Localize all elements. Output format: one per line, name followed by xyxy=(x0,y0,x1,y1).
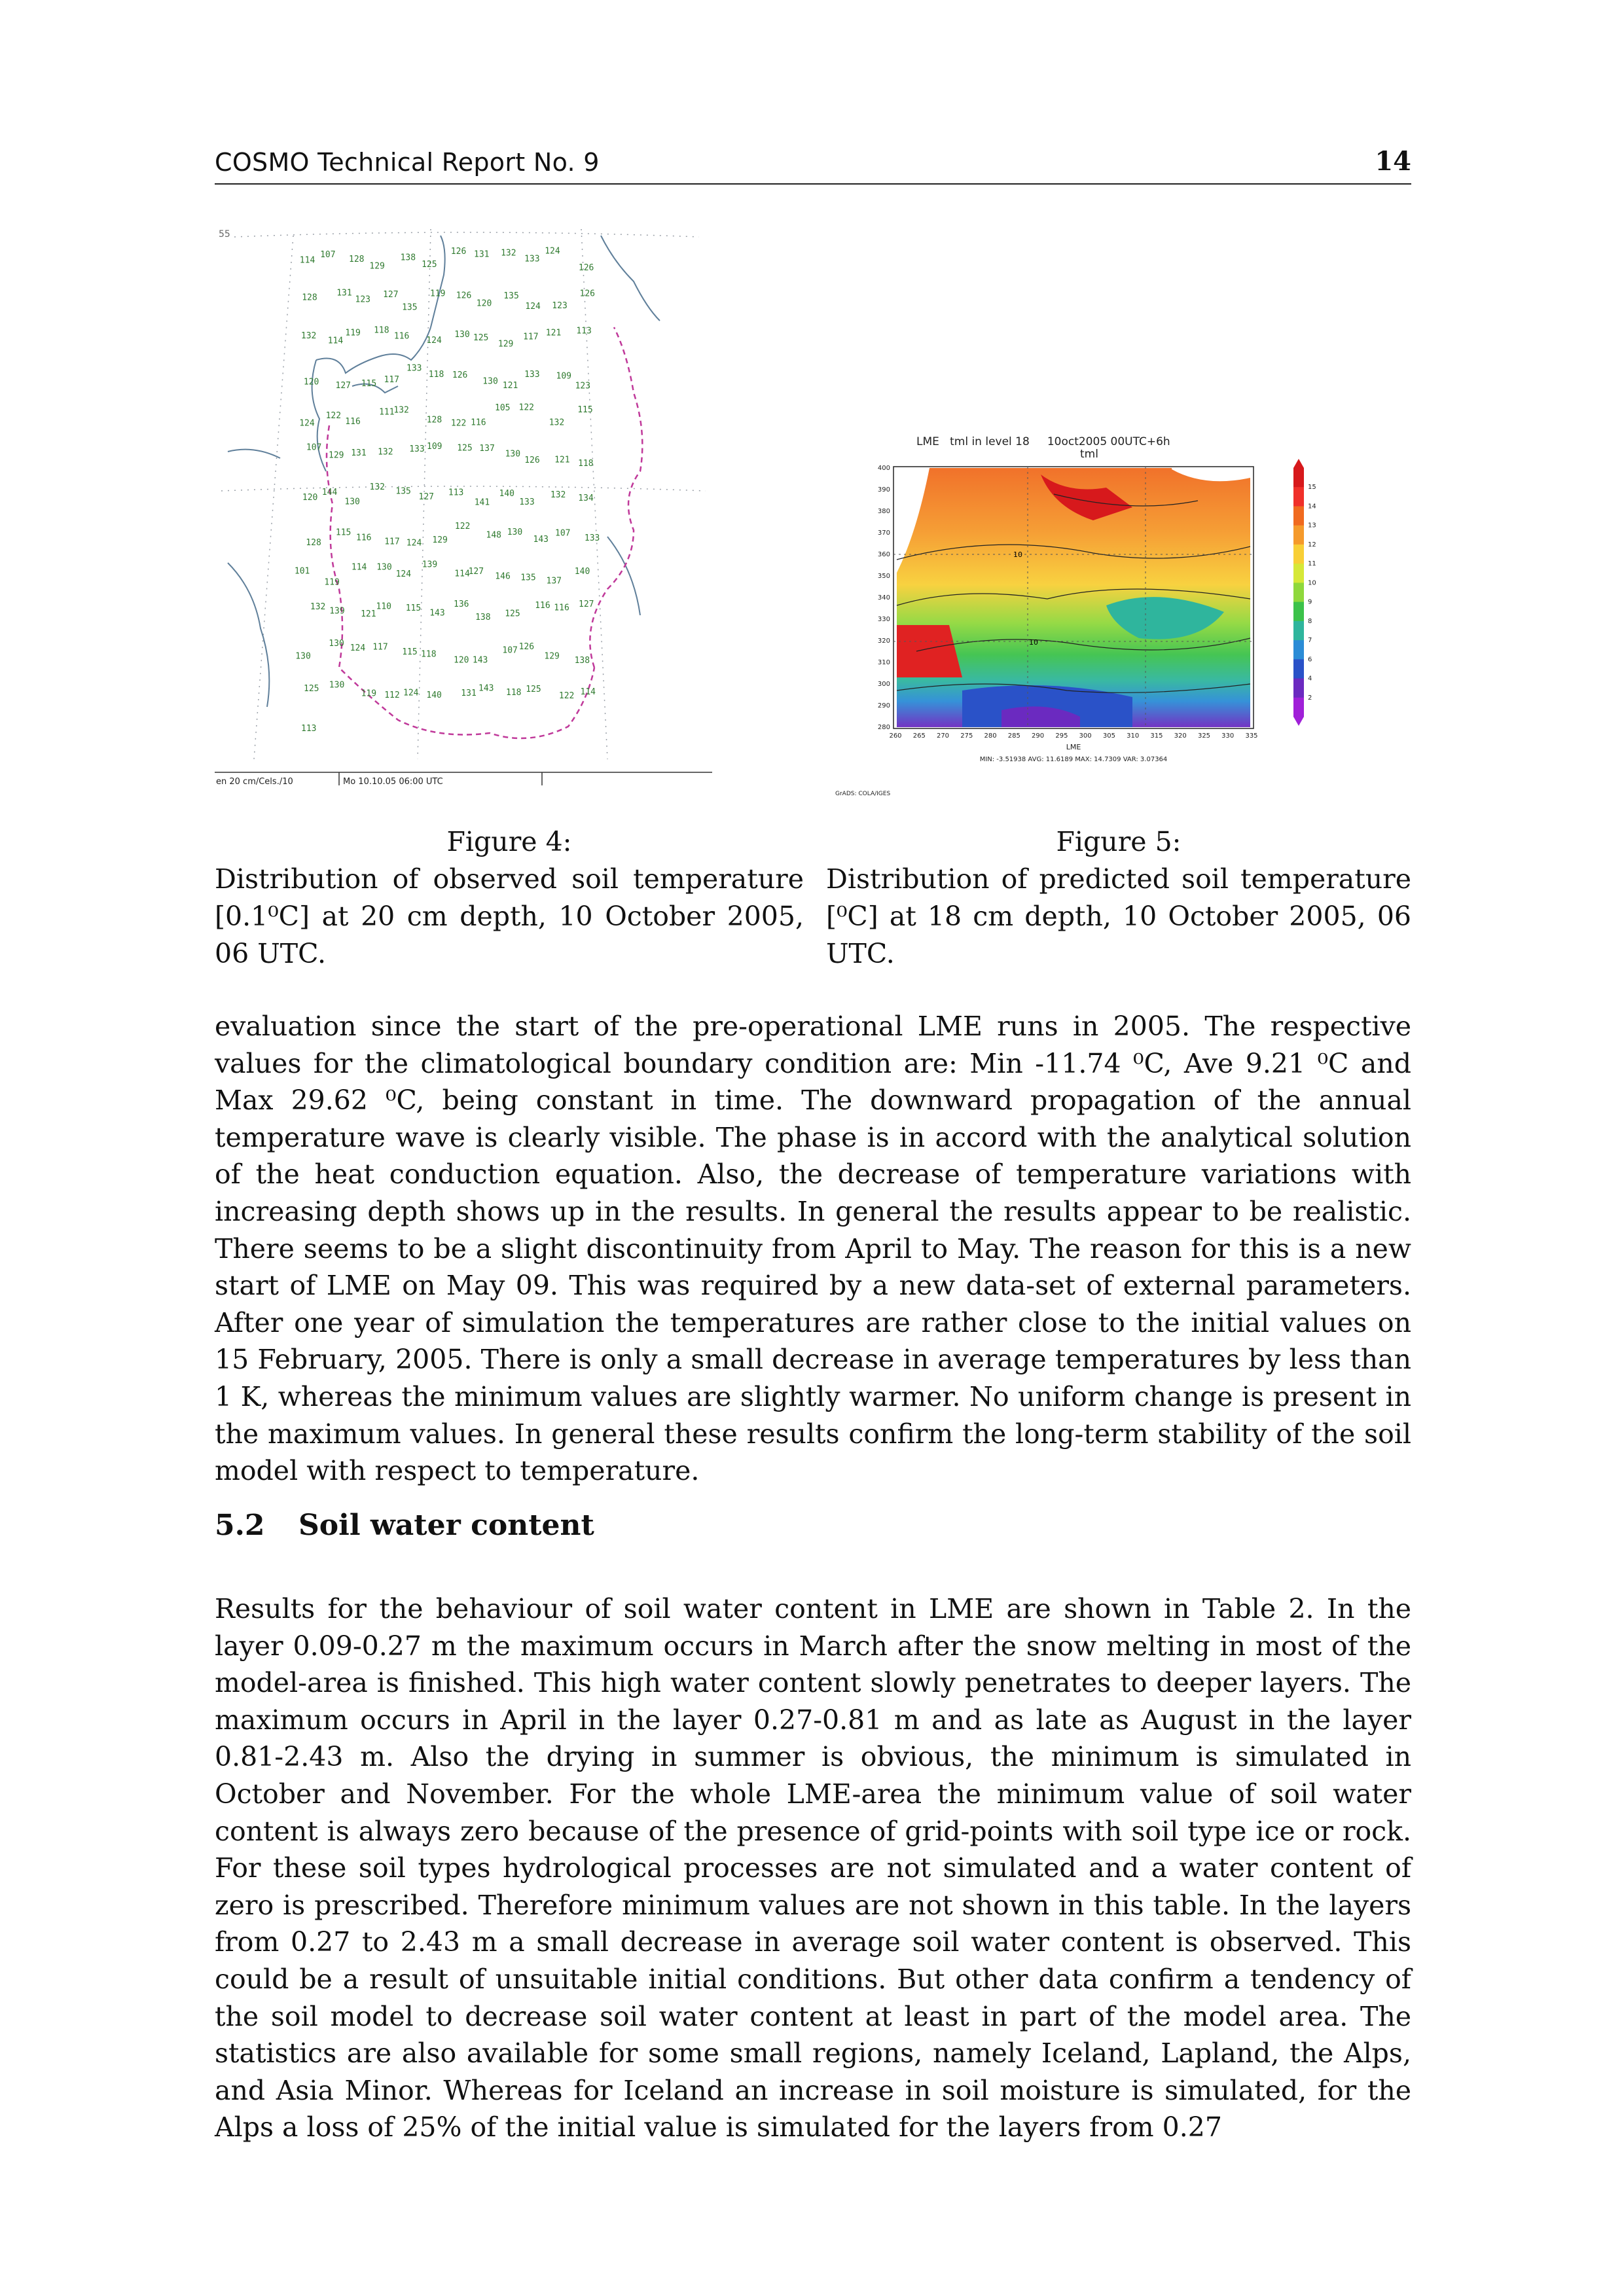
station-value: 132 xyxy=(378,447,393,457)
colorbar-swatch xyxy=(1293,659,1304,679)
figure-5-model-plot xyxy=(831,429,1348,802)
station-value: 132 xyxy=(369,482,385,492)
station-value: 128 xyxy=(306,538,321,548)
colorbar-label: 14 xyxy=(1308,503,1316,511)
figure-4-caption xyxy=(215,823,804,973)
stats-line: MIN: -3.51938 AVG: 11.6189 MAX: 14.7309 VAR: 3.07364 xyxy=(979,756,1168,763)
station-value: 115 xyxy=(402,647,418,657)
station-value: 130 xyxy=(295,651,311,662)
station-value: 131 xyxy=(351,448,367,458)
figure-4-label: Figure 4: xyxy=(446,826,572,857)
colorbar-label: 15 xyxy=(1308,484,1316,492)
station-value: 138 xyxy=(475,612,491,622)
station-value: 137 xyxy=(479,444,495,454)
station-value: 118 xyxy=(421,649,437,660)
colorbar-swatch xyxy=(1293,640,1304,660)
station-value: 118 xyxy=(374,325,389,336)
station-value: 119 xyxy=(430,289,446,299)
station-value: 120 xyxy=(303,377,319,387)
station-value: 133 xyxy=(409,444,425,454)
figure-5-caption xyxy=(826,823,1411,973)
colorbar-label: 12 xyxy=(1308,541,1316,548)
x-tick-label: 325 xyxy=(1197,732,1211,740)
station-value: 132 xyxy=(310,602,326,612)
station-value: 140 xyxy=(499,488,514,499)
station-value: 117 xyxy=(372,642,388,653)
station-value: 115 xyxy=(577,405,593,416)
station-value: 125 xyxy=(422,259,437,270)
y-tick-label: 380 xyxy=(877,508,890,515)
station-value: 126 xyxy=(452,370,468,380)
station-value: 128 xyxy=(302,293,317,303)
x-tick-label: 260 xyxy=(889,732,902,740)
colorbar-label: 13 xyxy=(1308,522,1316,529)
plot-title: LME tml in level 18 10oct2005 00UTC+6h xyxy=(916,435,1170,448)
station-value: 109 xyxy=(427,442,442,452)
section-number: 5.2 xyxy=(215,1509,265,1542)
x-tick-label: 295 xyxy=(1055,732,1068,740)
station-value: 136 xyxy=(454,599,469,609)
station-value: 105 xyxy=(495,403,511,413)
station-value: 124 xyxy=(525,301,541,312)
station-value: 126 xyxy=(524,456,540,466)
station-value: 123 xyxy=(575,381,591,391)
station-value: 113 xyxy=(576,326,592,336)
colorbar-swatch xyxy=(1293,507,1304,526)
colorbar-swatch xyxy=(1293,583,1304,602)
station-value: 123 xyxy=(355,295,370,305)
station-value: 107 xyxy=(502,645,518,656)
y-tick-label: 290 xyxy=(877,702,890,709)
station-value: 128 xyxy=(426,415,442,425)
station-value: 115 xyxy=(335,528,352,538)
section-title: Soil water content xyxy=(298,1509,594,1542)
station-value: 116 xyxy=(471,418,486,428)
y-tick-label: 300 xyxy=(877,681,890,688)
colorbar-swatch xyxy=(1293,679,1304,698)
station-value: 113 xyxy=(301,723,317,734)
station-value: 117 xyxy=(384,374,399,385)
station-value: 127 xyxy=(383,289,399,300)
station-value: 115 xyxy=(405,603,422,613)
station-value: 121 xyxy=(361,609,376,619)
station-value: 107 xyxy=(555,528,571,539)
x-tick-label: 270 xyxy=(936,732,950,740)
x-tick-label: 280 xyxy=(984,732,997,740)
station-value: 143 xyxy=(478,683,494,694)
station-value: 131 xyxy=(461,689,477,699)
station-value: 118 xyxy=(578,459,594,469)
colorbar-swatch xyxy=(1293,602,1304,622)
station-value: 121 xyxy=(545,328,562,338)
station-value: 124 xyxy=(395,569,412,579)
station-value: 124 xyxy=(406,538,422,548)
station-value: 139 xyxy=(329,606,345,617)
station-value: 125 xyxy=(457,443,473,454)
station-value: 127 xyxy=(579,599,594,609)
station-value: 126 xyxy=(450,247,467,257)
station-value: 127 xyxy=(418,492,434,502)
station-value: 135 xyxy=(503,291,519,301)
station-value: 122 xyxy=(325,411,342,422)
section-heading xyxy=(215,1509,594,1542)
colorbar-label: 8 xyxy=(1308,617,1312,625)
station-value: 146 xyxy=(495,571,511,582)
figure-4-caption-text: Distribution of observed soil temperature [0.1⁰C] at 20 cm depth, 10 October 2005, 06 UTC. xyxy=(215,863,804,969)
station-value: 143 xyxy=(533,534,549,545)
x-tick-label: 290 xyxy=(1032,732,1045,740)
y-tick-label: 320 xyxy=(877,637,890,645)
station-value: 132 xyxy=(300,331,317,342)
station-value: 131 xyxy=(336,288,352,298)
station-value: 130 xyxy=(344,497,360,507)
station-value: 116 xyxy=(393,331,410,342)
station-value: 114 xyxy=(351,562,367,573)
station-value: 135 xyxy=(520,573,536,583)
station-value: 127 xyxy=(335,381,351,391)
station-value: 115 xyxy=(361,379,377,389)
station-value: 133 xyxy=(406,363,422,374)
station-value: 143 xyxy=(429,608,445,619)
y-tick-label: 330 xyxy=(877,616,890,623)
station-value: 119 xyxy=(361,689,377,699)
station-value: 141 xyxy=(474,497,490,508)
x-tick-label: 305 xyxy=(1102,732,1115,740)
station-value: 120 xyxy=(302,492,318,503)
station-value: 123 xyxy=(552,300,568,311)
y-tick-label: 370 xyxy=(877,529,890,537)
station-value: 118 xyxy=(506,687,522,698)
colorbar-swatch xyxy=(1293,698,1304,717)
x-tick-label: 310 xyxy=(1127,732,1140,740)
station-value: 129 xyxy=(369,261,385,272)
station-value: 134 xyxy=(578,493,594,503)
running-header xyxy=(215,143,1411,185)
grads-credit: GrADS: COLA/IGES xyxy=(835,791,891,797)
station-value: 116 xyxy=(535,600,550,611)
station-value: 124 xyxy=(299,418,315,429)
station-value: 122 xyxy=(450,418,467,429)
station-value: 114 xyxy=(454,569,470,579)
station-value: 137 xyxy=(546,576,562,586)
station-value: 122 xyxy=(518,403,534,413)
station-value: 101 xyxy=(294,566,310,577)
station-value: 112 xyxy=(384,690,400,700)
station-value: 120 xyxy=(476,298,492,309)
colorbar-label: 7 xyxy=(1308,637,1312,645)
station-value: 117 xyxy=(523,332,539,342)
x-tick-label: 285 xyxy=(1007,732,1020,740)
station-value: 128 xyxy=(349,255,365,265)
station-value: 130 xyxy=(505,449,521,459)
x-tick-label: 275 xyxy=(960,732,973,740)
contour-label-2: 10 xyxy=(1029,638,1038,647)
colorbar-label: 6 xyxy=(1308,656,1312,664)
station-value: 117 xyxy=(384,537,400,547)
station-value: 130 xyxy=(376,562,392,573)
station-value: 130 xyxy=(329,680,345,691)
x-tick-label: 315 xyxy=(1150,732,1163,740)
station-value: 127 xyxy=(468,566,484,577)
figure-5-caption-text: Distribution of predicted soil temperature [⁰C] at 18 cm depth, 10 October 2005, 06 UTC. xyxy=(826,863,1411,969)
station-value: 130 xyxy=(454,330,470,340)
station-value: 129 xyxy=(329,450,344,461)
map-footer-left: en 20 cm/Cels./10 xyxy=(216,777,293,787)
station-value: 135 xyxy=(402,302,418,313)
station-value: 138 xyxy=(574,656,590,666)
figure-4-station-map xyxy=(215,223,712,798)
y-tick-label: 280 xyxy=(877,724,890,731)
station-value: 121 xyxy=(554,455,570,465)
station-value: 116 xyxy=(356,533,372,543)
station-value: 107 xyxy=(306,442,322,453)
station-value: 126 xyxy=(518,641,535,652)
station-value: 124 xyxy=(545,246,560,257)
station-value: 140 xyxy=(574,567,590,577)
station-value: 124 xyxy=(403,688,419,698)
station-value: 133 xyxy=(584,533,600,544)
station-value: 135 xyxy=(395,486,411,497)
station-value: 140 xyxy=(426,690,442,700)
station-value: 126 xyxy=(456,291,472,301)
colorbar-swatch xyxy=(1293,564,1304,583)
station-value: 133 xyxy=(524,254,540,264)
colorbar-swatch xyxy=(1293,487,1304,507)
station-value: 144 xyxy=(321,488,338,498)
station-value: 130 xyxy=(329,638,344,649)
colorbar-label: 2 xyxy=(1308,694,1312,702)
station-value: 122 xyxy=(454,522,471,532)
station-value: 129 xyxy=(497,339,514,350)
colorbar-swatch xyxy=(1293,545,1304,564)
x-tick-label: 335 xyxy=(1245,732,1258,740)
colorbar-label: 9 xyxy=(1308,598,1312,606)
station-value: 110 xyxy=(376,601,391,612)
colorbar-label: 4 xyxy=(1308,675,1312,683)
station-value: 114 xyxy=(580,687,596,697)
y-tick-label: 390 xyxy=(877,486,890,493)
y-tick-label: 350 xyxy=(877,573,890,580)
station-value: 148 xyxy=(486,530,501,541)
station-value: 124 xyxy=(426,336,442,346)
colorbar-swatch xyxy=(1293,526,1304,545)
station-value: 113 xyxy=(448,488,464,498)
page-number: 14 xyxy=(1375,146,1411,177)
soil-water-paragraph: Results for the behaviour of soil water content in LME are shown in Table 2. In the layer 0.09-0.27 m the maximum occurs in March after the snow melting in most of the model-area is finished. This high water content slowly penetrates to deeper layers. The maximum occurs in April in the layer 0.27-0.81 m and as late as August in the layer 0.81-2.43 m. Also the drying in summer is obvious, the minimum is simulated in October and November. For the whole LME-area the minimum value of soil water content is always zero because of the presence of grid-points with soil type ice or rock. For these soil types hydrological processes are not simulated and a water content of zero is prescribed. Therefore minimum values are not shown in this table. In the layers from 0.27 to 2.43 m a small decrease in average soil water content is observed. This could be a result of unsuitable initial conditions. But other data confirm a tendency of the soil model to decrease soil water content at least in part of the model area. The statistics are also available for some small regions, namely Iceland, Lapland, the Alps, and Asia Minor. Whereas for Iceland an increase in soil moisture is simulated, for the Alps a loss of 25% of the initial value is simulated for the layers from 0.27 xyxy=(215,1593,1411,2144)
x-tick-label: 330 xyxy=(1221,732,1235,740)
station-value: 114 xyxy=(299,255,316,266)
x-tick-label: 265 xyxy=(912,732,926,740)
station-value: 124 xyxy=(350,643,366,653)
station-value: 126 xyxy=(579,289,595,299)
station-value: 116 xyxy=(554,603,569,613)
station-value: 125 xyxy=(473,332,489,343)
station-value: 107 xyxy=(320,249,336,260)
station-value: 129 xyxy=(432,535,448,546)
station-value: 143 xyxy=(472,655,488,666)
station-value: 121 xyxy=(502,380,518,391)
station-value: 139 xyxy=(422,560,438,570)
station-value: 133 xyxy=(524,370,540,380)
station-value: 126 xyxy=(578,263,594,274)
colorbar-swatch xyxy=(1293,621,1304,641)
station-value: 111 xyxy=(379,407,395,418)
station-value: 131 xyxy=(474,249,490,260)
plot-variable: tml xyxy=(1080,448,1098,461)
station-value: 129 xyxy=(544,651,560,662)
latitude-label: 55 xyxy=(219,229,230,240)
station-value: 119 xyxy=(324,577,340,588)
station-value: 132 xyxy=(549,418,565,428)
station-value: 132 xyxy=(393,405,409,416)
station-value: 130 xyxy=(482,376,498,387)
colorbar-swatch xyxy=(1293,468,1304,488)
y-tick-label: 400 xyxy=(877,465,890,472)
station-value: 125 xyxy=(304,683,319,694)
station-value: 114 xyxy=(327,336,344,346)
y-tick-label: 340 xyxy=(877,594,890,601)
evaluation-paragraph: evaluation since the start of the pre-operational LME runs in 2005. The respective values for the climatological boundary condition are: Min -11.74 ⁰C, Ave 9.21 ⁰C and Max 29.62 ⁰C, being constant in time. The downward propagation of the annual temperature wave is clearly visible. The phase is in accord with the analytical solution of the heat conduction equation. Also, the decrease of temperature variations with increasing depth shows up in the results. In general the results appear to be realistic. There seems to be a slight discontinuity from April to May. The reason for this is a new start of LME on May 09. This was required by a new data-set of external parameters. After one year of simulation the temperatures are rather close to the initial values on 15 February, 2005. There is only a small decrease in average temperatures by less than 1 K, whereas the minimum values are slightly warmer. No uniform change is present in the maximum values. In general these results confirm the long-term stability of the soil model with respect to temperature. xyxy=(215,1011,1411,1487)
y-tick-label: 310 xyxy=(877,659,890,666)
x-tick-label: 320 xyxy=(1174,732,1187,740)
station-value: 118 xyxy=(428,370,444,380)
station-value: 122 xyxy=(558,691,575,701)
colorbar-label: 11 xyxy=(1308,560,1316,568)
station-value: 133 xyxy=(519,497,535,508)
header-report-title: COSMO Technical Report No. 9 xyxy=(215,148,600,177)
y-tick-label: 360 xyxy=(877,551,890,558)
figure-5-label: Figure 5: xyxy=(1056,826,1182,857)
map-footer-right: Mo 10.10.05 06:00 UTC xyxy=(343,777,443,787)
station-value: 109 xyxy=(556,371,571,382)
contour-label-1: 10 xyxy=(1013,550,1022,559)
station-value: 125 xyxy=(526,684,541,694)
station-value: 132 xyxy=(550,490,566,500)
station-value: 120 xyxy=(454,655,469,666)
station-value: 130 xyxy=(507,528,523,537)
colorbar-label: 10 xyxy=(1308,579,1316,587)
station-value: 116 xyxy=(345,417,361,427)
station-value: 138 xyxy=(400,253,416,263)
station-value: 132 xyxy=(501,248,516,259)
x-axis-title: LME xyxy=(1066,743,1081,751)
x-tick-label: 300 xyxy=(1079,732,1092,740)
station-value: 119 xyxy=(345,328,361,338)
station-value: 125 xyxy=(505,609,520,619)
